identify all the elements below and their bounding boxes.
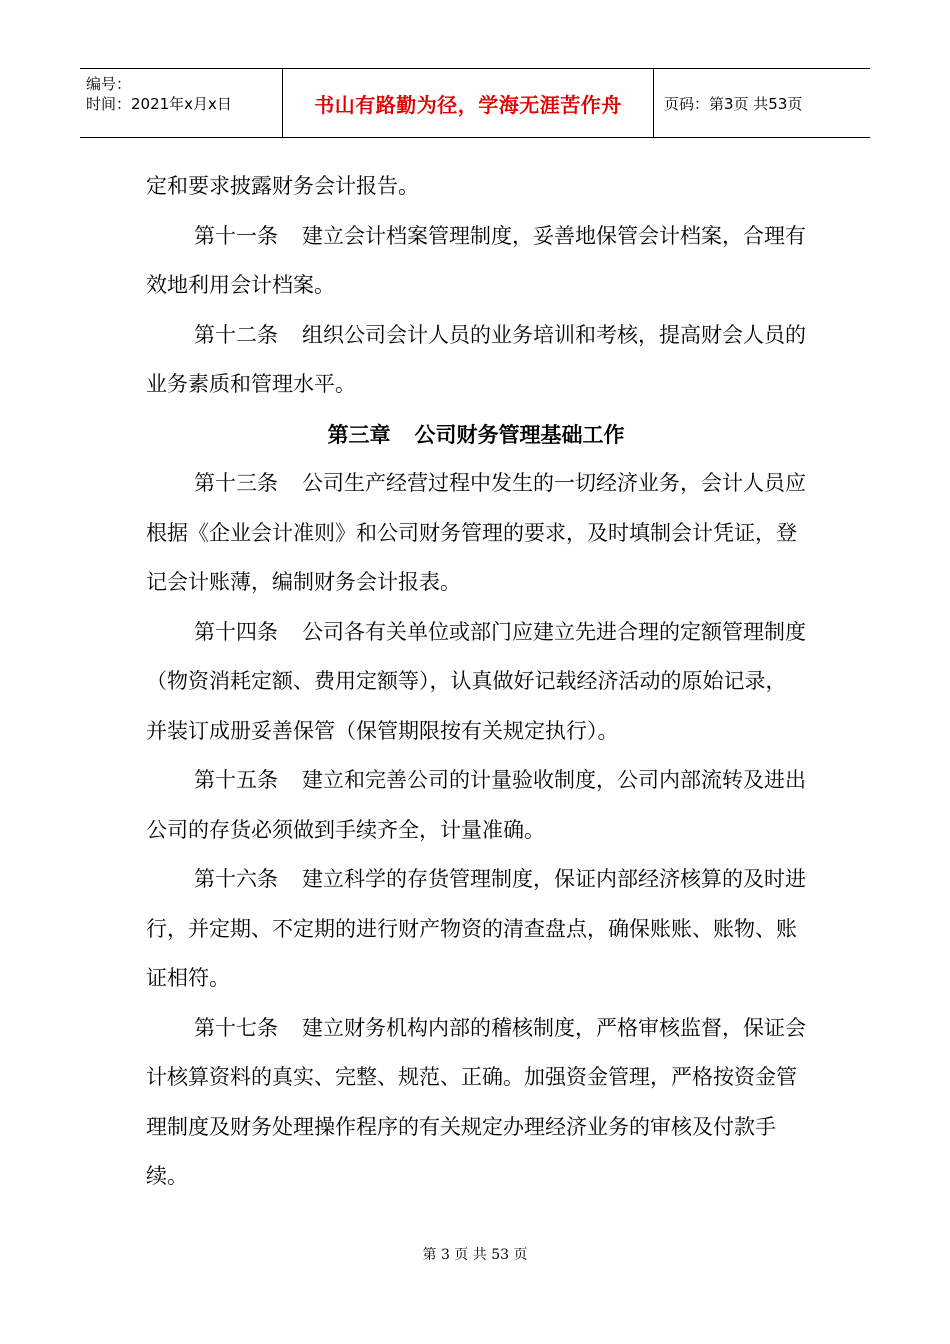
header-motto-cell <box>283 69 654 137</box>
article-number: 第十七条 <box>194 1015 278 1040</box>
article-text: 组织公司会计人员的业务培训和考核，提高财会人员的业务素质和管理水平。 <box>146 322 806 396</box>
article-number: 第十六条 <box>194 867 278 891</box>
article-number: 第十一条 <box>194 223 278 248</box>
article-text: 公司生产经营过程中发生的一切经济业务，会计人员应根据《企业会计准则》和公司财务管理的要求，及时填制会计凭证，登记会计账薄，编制财务会计报表。 <box>146 471 806 594</box>
article-number: 第十三条 <box>194 471 278 495</box>
chapter-number: 第三章 <box>327 421 391 447</box>
article-number: 第十四条 <box>194 619 278 644</box>
article-17 <box>146 1004 806 1202</box>
chapter-title: 公司财务管理基础工作 <box>414 421 625 447</box>
chapter-heading <box>146 410 806 460</box>
document-number-label: 编号： <box>86 75 132 93</box>
article-15 <box>146 756 806 855</box>
article-14 <box>146 608 806 757</box>
paragraph-continued: 定和要求披露财务会计报告。 <box>146 174 419 198</box>
article-text: 建立会计档案管理制度，妥善地保管会计档案，合理有效地利用会计档案。 <box>146 223 806 297</box>
header-meta <box>80 69 283 137</box>
header-page-info: 页码：第3页 共53页 <box>664 94 803 113</box>
article-16 <box>146 855 806 1004</box>
document-body <box>146 162 806 1202</box>
article-number: 第十二条 <box>194 322 278 347</box>
article-11 <box>146 212 806 311</box>
page-footer: 第 3 页 共 53 页 <box>422 1247 528 1263</box>
page-header <box>80 68 870 138</box>
header-page-info-cell <box>654 69 870 137</box>
article-text: 公司各有关单位或部门应建立先进合理的定额管理制度（物资消耗定额、费用定额等），认真做好记载经济活动的原始记录，并装订成册妥善保管（保管期限按有关规定执行）。 <box>146 619 806 743</box>
article-text: 建立科学的存货管理制度，保证内部经济核算的及时进行，并定期、不定期的进行财产物资的清查盘点，确保账账、账物、账证相符。 <box>146 867 806 990</box>
header-motto: 书山有路勤为径，学海无涯苦作舟 <box>314 92 622 117</box>
article-13 <box>146 459 806 608</box>
document-time-label: 时间：2021年x月x日 <box>86 95 232 113</box>
article-number: 第十五条 <box>194 768 278 792</box>
article-12 <box>146 311 806 410</box>
article-text: 建立财务机构内部的稽核制度，严格审核监督，保证会计核算资料的真实、完整、规范、正确。加强资金管理，严格按资金管理制度及财务处理操作程序的有关规定办理经济业务的审核及付款手续。 <box>146 1015 806 1188</box>
article-text: 建立和完善公司的计量验收制度，公司内部流转及进出公司的存货必须做到手续齐全，计量准确。 <box>146 768 806 842</box>
